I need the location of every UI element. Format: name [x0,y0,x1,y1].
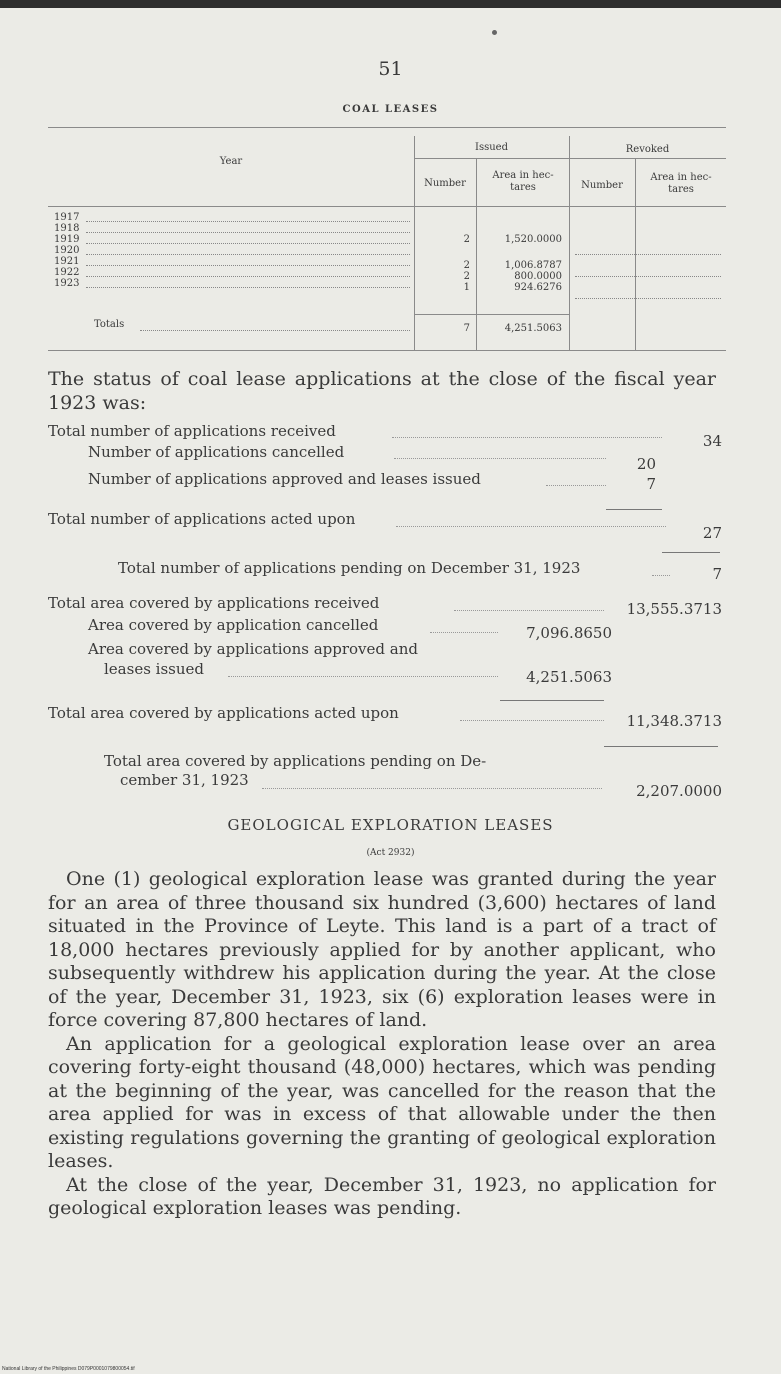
section-heading: GEOLOGICAL EXPLORATION LEASES [227,816,554,834]
leader [394,458,606,459]
year-cell: 1920 [54,245,80,256]
header-issued: Issued [475,142,508,153]
totals-label: Totals [94,319,125,330]
scan-mark [492,30,497,35]
leader [546,485,606,486]
table-top-rule [48,127,726,128]
group-header-rule [414,158,726,159]
totals-leader [140,330,410,331]
area-approved-label-1: Area covered by applications approved and [88,640,418,658]
issued-area-1921: 1,006.8787 [504,260,562,271]
issued-area-1922: 800.0000 [514,271,562,282]
area-pending-value: 2,207.0000 [636,782,722,800]
scan-footer: National Library of the Philippines D079P0001079800054.tif [2,1366,135,1372]
year-cell: 1923 [54,278,80,289]
total-number: 7 [463,323,470,334]
acted-label: Total number of applications acted upon [48,510,356,528]
leader [396,526,666,527]
row-leader [86,254,410,255]
revoked-leader [575,276,721,277]
row-leader [86,265,410,266]
sum-rule [662,552,720,553]
area-cancelled-label: Area covered by application cancelled [88,616,379,634]
col-divider [569,136,570,350]
total-area: 4,251.5063 [504,323,562,334]
area-received-value: 13,555.3713 [626,600,722,618]
paragraph: One (1) geological exploration lease was granted during the year for an area of three thousand six hundred (3,600) hectares of land situated in the Province of Leyte. This land is a part of a tract of 18,000 hectares previously applied for by another applicant, who subsequently withdrew his application during the year. At the close of the year, December 31, 1923, six (6) exploration leases were in force covering 87,800 hectares of land. [48,868,716,1031]
sum-rule [604,746,718,747]
sum-rule [606,509,662,510]
area-acted-value: 11,348.3713 [626,712,722,730]
area-pending-label-2: cember 31, 1923 [120,771,249,789]
area-approved-label-2: leases issued [104,660,204,678]
issued-number-1922: 2 [463,271,470,282]
sum-rule [500,700,604,701]
year-cell: 1922 [54,267,80,278]
table-title: COAL LEASES [342,104,439,115]
totals-rule [414,314,569,315]
row-leader [86,243,410,244]
header-year: Year [219,156,243,167]
revoked-leader [575,298,721,299]
row-leader [86,276,410,277]
leader [460,720,604,721]
section-act: (Act 2932) [366,848,415,858]
row-leader [86,287,410,288]
pending-label: Total number of applications pending on December 31, 1923 [118,559,581,577]
issued-number-1919: 2 [463,234,470,245]
year-cell: 1918 [54,223,80,234]
year-cell: 1921 [54,256,80,267]
received-label: Total number of applications received [48,422,336,440]
area-received-label: Total area covered by applications received [48,594,380,612]
approved-label: Number of applications approved and leases issued [88,470,481,488]
leader [454,610,604,611]
pending-value: 7 [712,565,722,583]
area-acted-label: Total area covered by applications acted upon [48,704,399,722]
year-list [54,212,79,289]
cancelled-value: 20 [636,455,656,473]
year-cell: 1917 [54,212,80,223]
acted-value: 27 [702,524,722,542]
table-bottom-rule [48,350,726,351]
page-number: 51 [378,58,403,80]
row-leader [86,232,410,233]
header-area: Area in hec-tares [650,172,712,195]
leader [228,676,498,677]
header-number: Number [581,180,623,191]
coal-leases-table [48,122,726,352]
issued-number-1921: 2 [463,260,470,271]
col-divider [476,158,477,350]
year-cell: 1919 [54,234,80,245]
area-approved-value: 4,251.5063 [526,668,612,686]
cancelled-label: Number of applications cancelled [88,443,345,461]
paragraph: An application for a geological exploration lease over an area covering forty-eight thousand (48,000) hectares, which was pending at the beginning of the year, was cancelled for the reason that the area applied for was in excess of that allowable under the then existing regulations governing the granting of geological exploration leases. [48,1032,716,1172]
leader [392,437,662,438]
issued-area-1923: 924.6276 [514,282,562,293]
header-bottom-rule [48,206,726,207]
header-number: Number [424,178,466,189]
issued-number-1923: 1 [463,282,470,293]
status-intro: The status of coal lease applications at the close of the fiscal year 1923 was: [48,368,716,414]
row-leader [86,221,410,222]
leader [262,788,602,789]
area-cancelled-value: 7,096.8650 [526,624,612,642]
approved-value: 7 [646,475,656,493]
geo-text [48,868,716,1221]
header-revoked: Revoked [625,144,670,155]
paragraph: At the close of the year, December 31, 1923, no application for geological exploration leases was pending. [48,1173,716,1219]
revoked-leader [575,254,721,255]
leader [652,575,670,576]
issued-area-1919: 1,520.0000 [504,234,562,245]
received-value: 34 [702,432,722,450]
leader [430,632,498,633]
header-area: Area in hec-tares [492,170,554,193]
area-pending-label-1: Total area covered by applications pending on De- [104,752,487,770]
scan-edge [0,0,781,8]
